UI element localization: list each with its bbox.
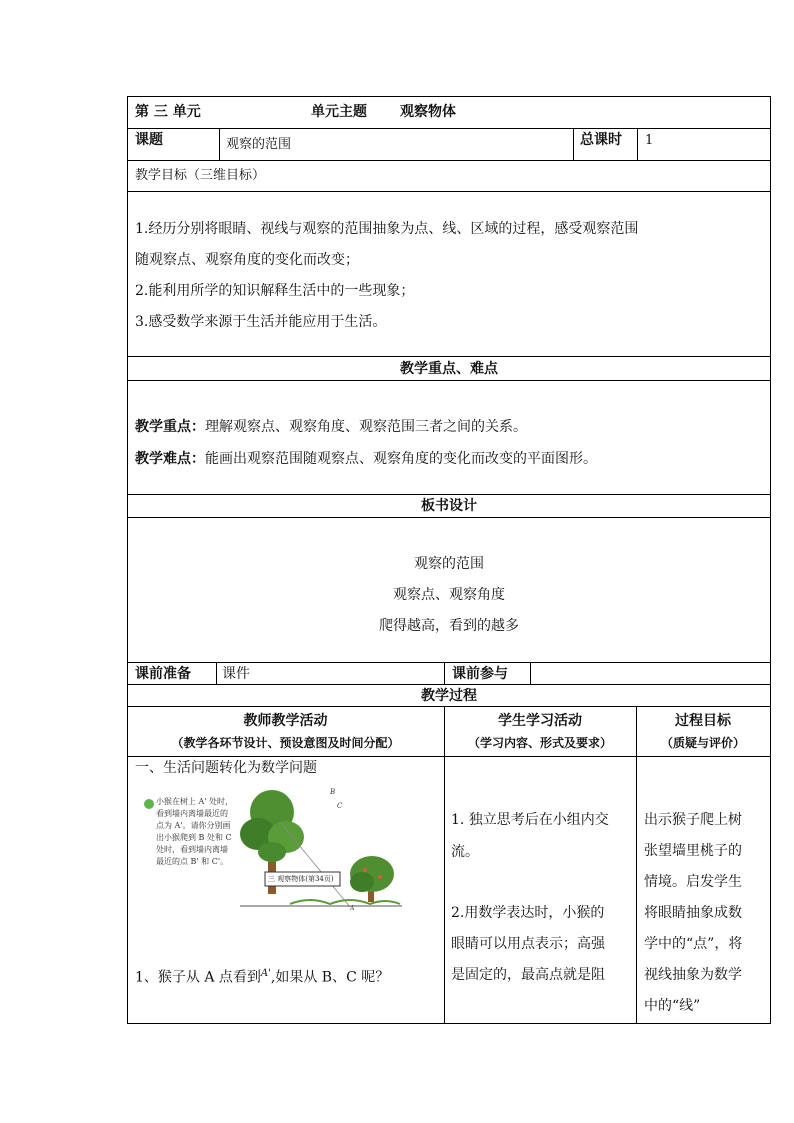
goal-header: 过程目标 (675, 713, 731, 729)
col-line (444, 706, 445, 1023)
question-line (135, 969, 389, 985)
question-prefix: 1、猴子从 A 点看到 (135, 969, 261, 986)
objective-line: 2.能利用所学的知识解释生活中的一些现象； (135, 283, 415, 299)
difficulty-text: 能画出观察范围随观察点、观察角度的变化而改变的平面图形。 (205, 451, 597, 467)
course-hours-value: 1 (645, 133, 654, 148)
row-line (127, 756, 771, 757)
participation-label: 课前参与 (452, 666, 508, 682)
svg-text:C: C (337, 802, 343, 810)
col-line (219, 128, 220, 160)
theme-value: 观察物体 (400, 104, 456, 120)
goal-line: 视线抽象为数学 (644, 967, 742, 983)
col-line (216, 662, 217, 684)
teacher-header: 教师教学活动 (243, 713, 328, 729)
col-line (637, 128, 638, 160)
theme-label: 单元主题 (311, 104, 367, 120)
student-line: 流。 (451, 844, 479, 860)
goal-line: 学中的“点”，将 (644, 936, 743, 952)
row-line (127, 160, 771, 161)
objectives-label: 教学目标（三维目标） (135, 168, 266, 183)
course-title-label: 课题 (135, 132, 163, 148)
svg-text:B: B (330, 788, 336, 796)
goal-line: 将眼睛抽象成数 (644, 905, 742, 921)
goal-line: 中的“线” (644, 998, 701, 1014)
row-line (127, 380, 771, 381)
student-line: 眼睛可以用点表示；高强 (451, 936, 605, 952)
row-line (127, 517, 771, 518)
student-header: 学生学习活动 (498, 713, 582, 729)
prep-label: 课前准备 (135, 666, 191, 682)
focus-line (135, 420, 527, 434)
col-line (444, 662, 445, 684)
row-line (127, 662, 771, 663)
objective-line: 3.感受数学来源于生活并能应用于生活。 (135, 314, 387, 330)
board-title: 板书设计 (421, 498, 477, 514)
table-border-bottom (127, 1023, 771, 1024)
row-line (127, 706, 771, 707)
monkey-tree-illustration (140, 782, 405, 912)
objective-line: 随观察点、观察角度的变化而改变； (135, 252, 359, 268)
row-line (127, 96, 771, 97)
difficulty-label: 教学难点： (135, 451, 205, 467)
student-subheader: （学习内容、形式及要求） (467, 736, 612, 750)
section-title: 一、生活问题转化为数学问题 (135, 760, 317, 776)
board-line: 爬得越高，看到的越多 (379, 618, 519, 634)
illustration-sign-text: 三 观察物体(第34页) (268, 875, 334, 883)
course-hours-label: 总课时 (580, 132, 622, 148)
row-line (127, 191, 771, 192)
row-line (127, 128, 771, 129)
student-line: 2.用数学表达时，小猴的 (451, 905, 605, 921)
course-title-value: 观察的范围 (226, 137, 292, 152)
col-line (530, 662, 531, 684)
focus-text: 理解观察点、观察角度、观察范围三者之间的关系。 (205, 419, 527, 435)
objective-line: 1.经历分别将眼睛、视线与观察的范围抽象为点、线、区域的过程，感受观察范围 (135, 221, 639, 237)
process-title: 教学过程 (421, 688, 477, 704)
prep-value: 课件 (222, 666, 250, 682)
col-line (636, 706, 637, 1023)
goal-line: 张望墙里桃子的 (644, 843, 742, 859)
col-line (573, 128, 574, 160)
teacher-subheader: （教学各环节设计、预设意图及时间分配） (171, 736, 400, 750)
keypoints-title: 教学重点、难点 (400, 361, 498, 377)
row-line (127, 356, 771, 357)
question-suffix: ,如果从 B、C 呢？ (270, 969, 390, 986)
difficulty-line (135, 452, 597, 466)
student-line: 是固定的，最高点就是阻 (451, 967, 605, 983)
unit-label: 第 三 单元 (135, 104, 201, 120)
row-line (127, 684, 771, 685)
focus-label: 教学重点： (135, 419, 205, 435)
row-line (127, 494, 771, 495)
svg-text:A: A (350, 905, 355, 912)
goal-line: 出示猴子爬上树 (644, 812, 742, 828)
illustration-caption: 小猴在树上 A' 处时， 看到墙内离墙最近的 点为 A'。请你分别画 出小猴爬到 B 处和 C 处时，看到墙内离墙 最近的点 B' 和 C'。 (156, 797, 234, 866)
board-line: 观察点、观察角度 (393, 587, 505, 603)
goal-line: 情境。启发学生 (644, 874, 742, 890)
board-line: 观察的范围 (414, 556, 484, 572)
goal-subheader: （质疑与评价） (660, 736, 745, 750)
student-line: 1. 独立思考后在小组内交 (451, 812, 609, 828)
question-mark: A' (260, 968, 271, 979)
